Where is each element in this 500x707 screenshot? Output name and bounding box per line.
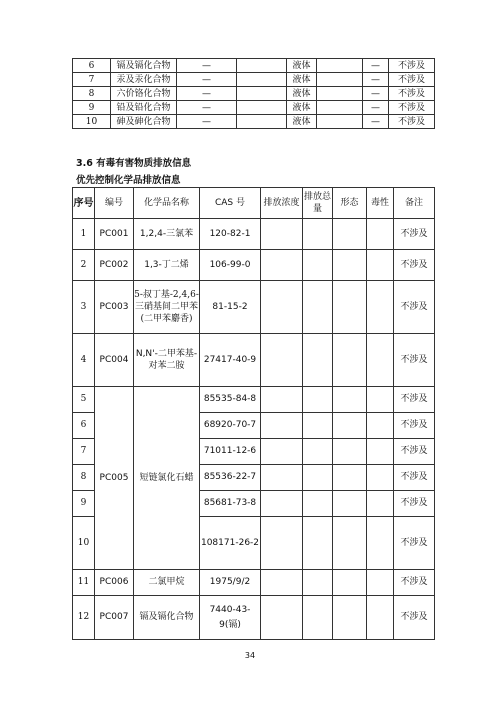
cell-toxicity [367,281,394,334]
cell-c3: — [177,87,237,101]
cell-name: 镉及镉化合物 [134,596,200,640]
cell-code: PC005 [95,387,134,570]
cell-c7: — [363,101,389,115]
header-no: 序号 [73,188,95,219]
cell-remark: 不涉及 [394,465,435,491]
cell-c3: — [177,115,237,129]
cell-total [303,517,333,570]
cell-form [333,281,367,334]
cell-concentration [261,596,303,640]
cell-toxicity [367,517,394,570]
cell-total [303,570,333,596]
cell-total [303,465,333,491]
cell-total [303,491,333,517]
cell-no: 11 [73,570,95,596]
cell-form [333,250,367,281]
cell-no: 10 [73,115,111,129]
cell-code: PC004 [95,334,134,387]
cell-concentration [261,219,303,250]
header-form: 形态 [333,188,367,219]
cell-c5: 液体 [287,101,317,115]
cell-concentration [261,281,303,334]
cell-total [303,596,333,640]
cell-cas: 106-99-0 [200,250,261,281]
cell-remark: 不涉及 [394,250,435,281]
cell-cas: 71011-12-6 [200,439,261,465]
cell-concentration [261,334,303,387]
cell-c6 [317,59,363,73]
cell-remark: 不涉及 [394,413,435,439]
cell-total [303,413,333,439]
cell-c8: 不涉及 [389,73,435,87]
cell-c8: 不涉及 [389,101,435,115]
cell-c7: — [363,59,389,73]
cell-c6 [317,115,363,129]
cell-c4 [237,73,287,87]
cell-c6 [317,87,363,101]
cell-form [333,491,367,517]
cell-no: 9 [73,101,111,115]
cell-total [303,439,333,465]
cell-form [333,570,367,596]
cell-no: 1 [73,219,95,250]
cell-no: 3 [73,281,95,334]
cell-c5: 液体 [287,115,317,129]
cell-form [333,439,367,465]
cell-remark: 不涉及 [394,517,435,570]
cell-form [333,517,367,570]
cell-c4 [237,87,287,101]
cell-remark: 不涉及 [394,387,435,413]
cell-c3: — [177,73,237,87]
cell-no: 9 [73,491,95,517]
cell-code: PC006 [95,570,134,596]
cell-c3: — [177,59,237,73]
table-row [73,101,435,115]
cell-toxicity [367,250,394,281]
cell-toxicity [367,491,394,517]
cell-cas: 1975/9/2 [200,570,261,596]
table-row [73,570,435,596]
cell-code: PC007 [95,596,134,640]
cell-no: 10 [73,517,95,570]
page-number: 34 [244,651,256,660]
table-row [73,115,435,129]
cell-name: N,N'-二甲苯基-对苯二胺 [134,334,200,387]
cell-name: 铅及铅化合物 [111,101,177,115]
cell-total [303,250,333,281]
cell-form [333,596,367,640]
cell-c6 [317,101,363,115]
cell-no: 4 [73,334,95,387]
cell-no: 6 [73,59,111,73]
cell-remark: 不涉及 [394,596,435,640]
header-remark: 备注 [394,188,435,219]
cell-c8: 不涉及 [389,59,435,73]
table-row [73,73,435,87]
cell-total [303,334,333,387]
cell-no: 7 [73,439,95,465]
cell-name: 六价铬化合物 [111,87,177,101]
cell-toxicity [367,387,394,413]
section-heading: 3.6 有毒有害物质排放信息 [76,158,192,169]
cell-name: 短链氯化石蜡 [134,387,200,570]
cell-remark: 不涉及 [394,281,435,334]
cell-c5: 液体 [287,73,317,87]
table-row [73,87,435,101]
priority-chemicals-table [72,187,435,640]
table-row [73,334,435,387]
cell-toxicity [367,439,394,465]
cell-remark: 不涉及 [394,439,435,465]
cell-name: 1,2,4-三氯苯 [134,219,200,250]
cell-remark: 不涉及 [394,219,435,250]
cell-c8: 不涉及 [389,115,435,129]
cell-remark: 不涉及 [394,491,435,517]
cell-toxicity [367,570,394,596]
cell-c5: 液体 [287,59,317,73]
cell-c4 [237,59,287,73]
cell-total [303,219,333,250]
header-name: 化学品名称 [134,188,200,219]
cell-cas: 68920-70-7 [200,413,261,439]
cell-no: 8 [73,465,95,491]
cell-concentration [261,465,303,491]
cell-no: 12 [73,596,95,640]
cell-toxicity [367,334,394,387]
table-row [73,59,435,73]
cell-c4 [237,115,287,129]
table-row [73,281,435,334]
cell-total [303,281,333,334]
cell-form [333,465,367,491]
cell-cas: 27417-40-9 [200,334,261,387]
cell-no: 7 [73,73,111,87]
cell-form [333,413,367,439]
header-total: 排放总量 [303,188,333,219]
cell-name: 汞及汞化合物 [111,73,177,87]
header-toxicity: 毒性 [367,188,394,219]
cell-concentration [261,250,303,281]
cell-no: 2 [73,250,95,281]
table-row [73,219,435,250]
cell-c4 [237,101,287,115]
sub-heading: 优先控制化学品排放信息 [76,175,181,186]
cell-name: 5-叔丁基-2,4,6-三硝基间二甲苯(二甲苯麝香) [134,281,200,334]
cell-concentration [261,570,303,596]
cell-form [333,219,367,250]
cell-code: PC003 [95,281,134,334]
cell-name: 二氯甲烷 [134,570,200,596]
cell-toxicity [367,596,394,640]
table-header-row [73,188,435,219]
cell-c5: 液体 [287,87,317,101]
cell-cas: 81-15-2 [200,281,261,334]
cell-concentration [261,387,303,413]
cell-cas: 108171-26-2 [200,517,261,570]
table-row [73,387,435,413]
cell-toxicity [367,219,394,250]
cell-c7: — [363,73,389,87]
cell-cas: 85536-22-7 [200,465,261,491]
cell-form [333,387,367,413]
table-row [73,596,435,640]
cell-name: 镉及镉化合物 [111,59,177,73]
cell-c3: — [177,101,237,115]
header-code: 编号 [95,188,134,219]
header-cas: CAS 号 [200,188,261,219]
heavy-metal-table [72,58,435,129]
cell-concentration [261,517,303,570]
cell-total [303,387,333,413]
cell-remark: 不涉及 [394,334,435,387]
cell-name: 1,3-丁二烯 [134,250,200,281]
cell-no: 6 [73,413,95,439]
cell-concentration [261,439,303,465]
cell-code: PC002 [95,250,134,281]
header-concentration: 排放浓度 [261,188,303,219]
cell-name: 砷及砷化合物 [111,115,177,129]
cell-no: 8 [73,87,111,101]
cell-remark: 不涉及 [394,570,435,596]
cell-c6 [317,73,363,87]
cell-c8: 不涉及 [389,87,435,101]
cell-toxicity [367,465,394,491]
cell-c7: — [363,115,389,129]
table-row [73,250,435,281]
cell-toxicity [367,413,394,439]
cell-cas: 7440-43-9(镉) [200,596,261,640]
cell-cas: 85535-84-8 [200,387,261,413]
cell-concentration [261,413,303,439]
cell-cas: 120-82-1 [200,219,261,250]
cell-code: PC001 [95,219,134,250]
cell-concentration [261,491,303,517]
cell-no: 5 [73,387,95,413]
cell-c7: — [363,87,389,101]
cell-form [333,334,367,387]
cell-cas: 85681-73-8 [200,491,261,517]
